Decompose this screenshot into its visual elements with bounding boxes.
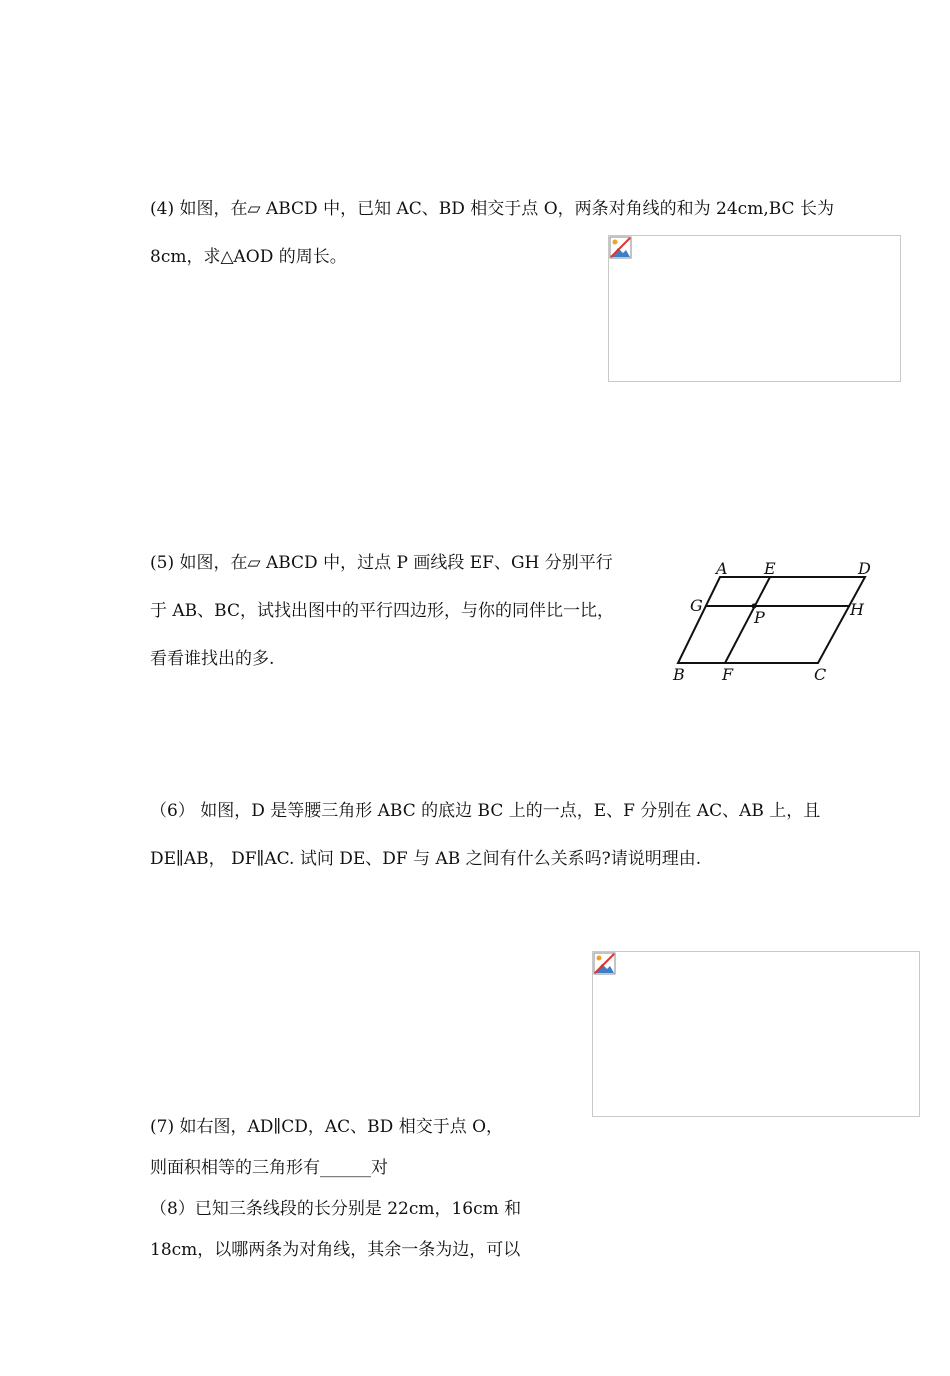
- label-d: D: [858, 559, 871, 578]
- q5-line1: (5) 如图，在▱ ABCD 中，过点 P 画线段 EF、GH 分别平行: [150, 553, 613, 573]
- q7-line2: 则面积相等的三角形有______对: [150, 1158, 388, 1178]
- q7-figure-image: [592, 951, 920, 1117]
- label-a: A: [716, 559, 728, 578]
- q4-figure-image: [608, 235, 901, 382]
- q5-line2: 于 AB、BC，试找出图中的平行四边形，与你的同伴比一比，: [150, 601, 614, 621]
- q6-line2: DE∥AB， DF∥AC. 试问 DE、DF 与 AB 之间有什么关系吗?请说明理由.: [150, 849, 702, 869]
- q6-line1: （6） 如图，D 是等腰三角形 ABC 的底边 BC 上的一点，E、F 分别在 AC、AB 上，且: [150, 801, 821, 821]
- label-b: B: [673, 665, 685, 684]
- parallelogram-figure: [668, 555, 878, 685]
- broken-image-icon: [609, 236, 633, 260]
- q8-line1: （8）已知三条线段的长分别是 22cm，16cm 和: [150, 1199, 522, 1219]
- label-e: E: [764, 559, 776, 578]
- q7-line1: (7) 如右图，AD∥CD，AC、BD 相交于点 O，: [150, 1117, 504, 1137]
- label-p: P: [754, 608, 765, 627]
- q4-line2: 8cm，求△AOD 的周长。: [150, 247, 347, 267]
- q4-line1: (4) 如图，在▱ ABCD 中，已知 AC、BD 相交于点 O，两条对角线的和为 24cm,BC 长为: [150, 199, 834, 219]
- q5-line3: 看看谁找出的多.: [150, 649, 275, 669]
- label-g: G: [690, 596, 703, 615]
- q8-line2: 18cm，以哪两条为对角线，其余一条为边，可以: [150, 1240, 521, 1260]
- label-h: H: [850, 600, 864, 619]
- broken-image-icon: [593, 952, 617, 976]
- label-f: F: [722, 665, 734, 684]
- label-c: C: [814, 665, 827, 684]
- parallelogram-abcd: [678, 577, 865, 663]
